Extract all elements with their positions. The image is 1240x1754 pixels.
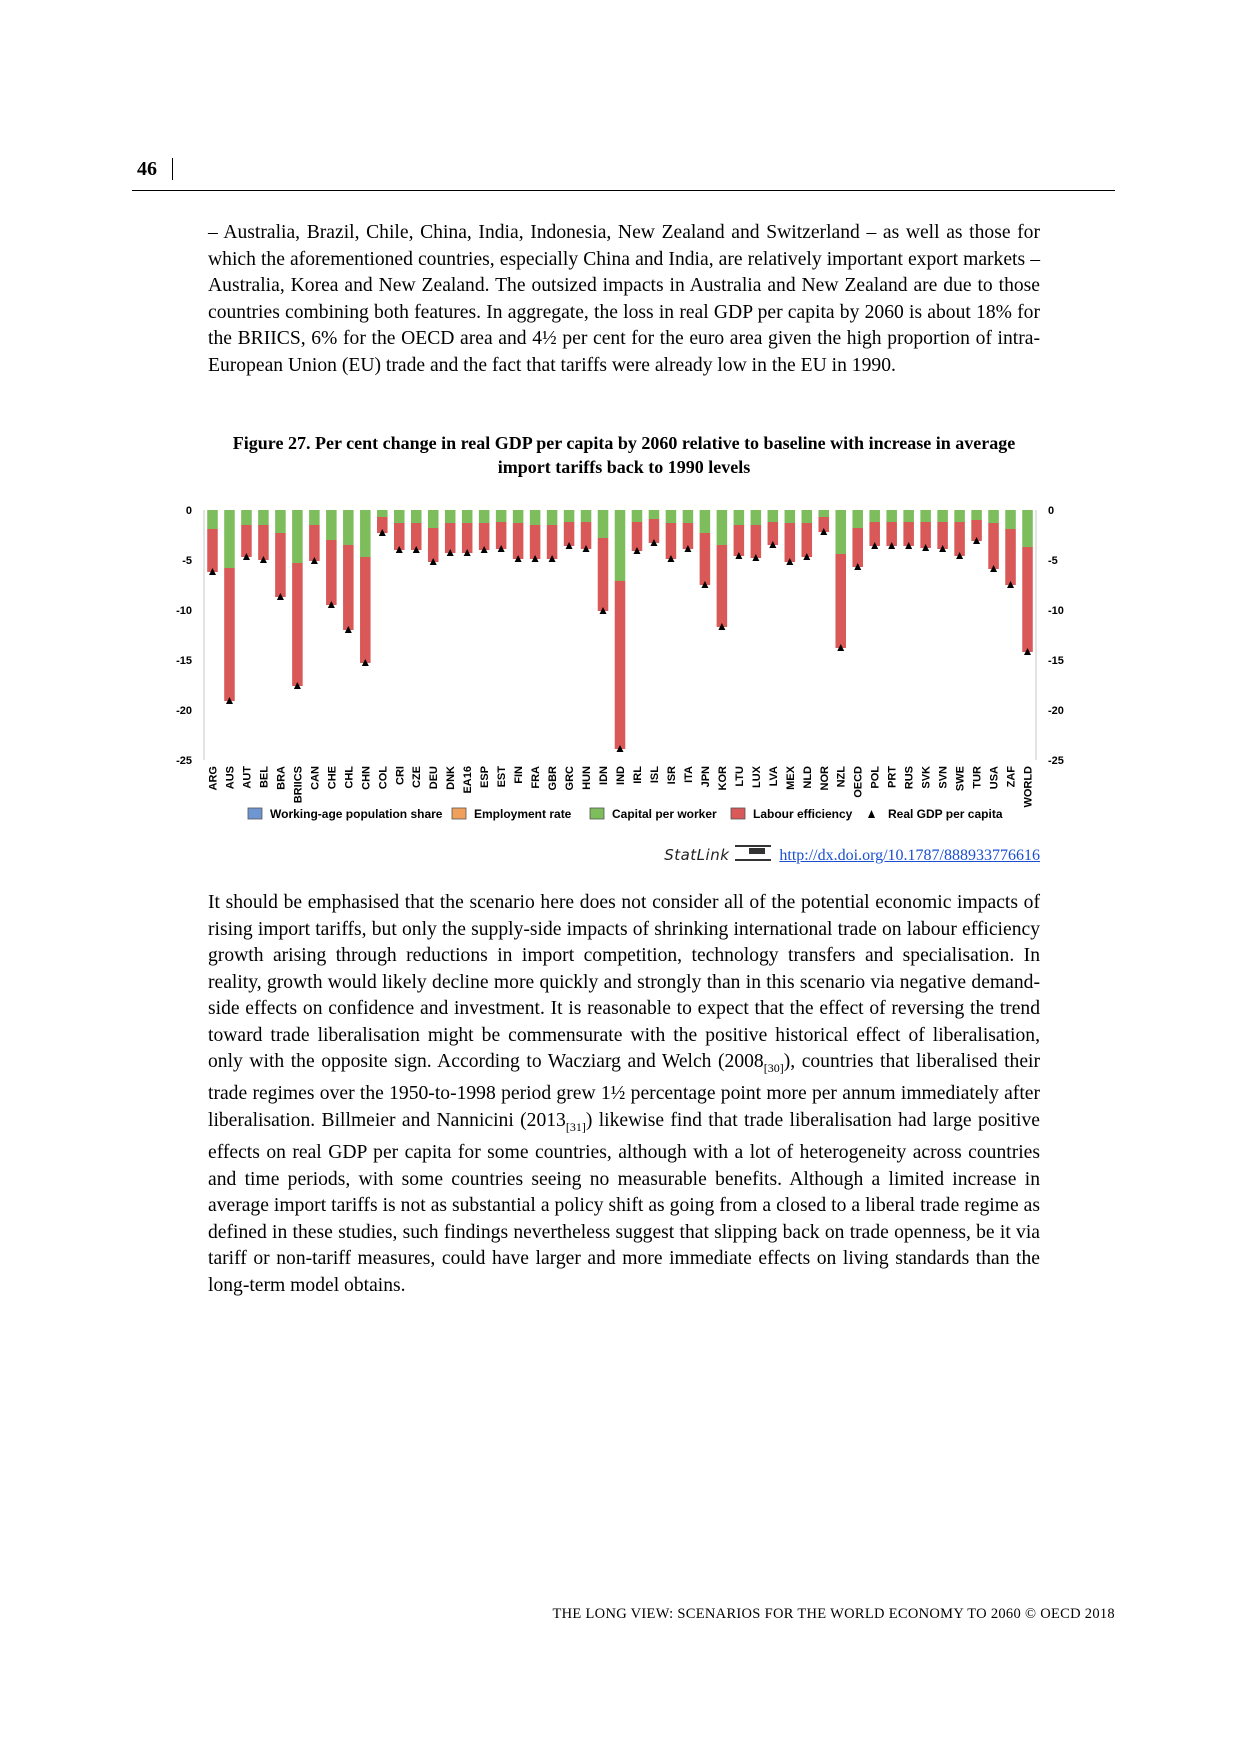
x-tick-label-CAN: CAN [309,766,322,790]
x-tick-label-FRA: FRA [530,766,543,789]
y-tick-label-right: -20 [1048,705,1064,717]
x-tick-label-SVN: SVN [937,766,950,789]
legend-swatch-1 [452,808,466,819]
x-tick-label-SVK: SVK [920,766,933,789]
x-tick-label-BRA: BRA [275,766,288,790]
marker-gdp-KOR [718,623,725,630]
paragraph-1: – Australia, Brazil, Chile, China, India, Indonesia, New Zealand and Switzerland – as well as those for which the aforementioned countries, especially China and India, are relatively important export markets – Australia, Korea and New Zealand. The outsized impacts in Australia and New Zealand are due to those countries combining both features. In aggregate, the loss in real GDP per capita by 2060 is about 18% for the BRIICS, 6% for the OECD area and 4½ per cent for the euro area given the high proportion of intra-European Union (EU) trade and the fact that tariffs were already low in the EU in 1990. [208,222,1040,376]
bar-labour-FRA [530,525,541,559]
marker-gdp-CZE [413,546,420,553]
statlink [577,845,1040,869]
statlink-logo: StatLink [664,846,730,864]
x-tick-label-ISR: ISR [665,766,678,785]
page-number: 46 [137,158,157,180]
x-tick-label-PRT: PRT [886,766,899,788]
bar-labour-ESP [479,523,490,550]
marker-gdp-AUS [226,697,233,704]
y-tick-label-right: -15 [1048,655,1064,667]
marker-gdp-AUT [243,553,250,560]
bar-labour-LVA [768,522,779,545]
bar-labour-GRC [564,522,575,546]
x-tick-label-ITA: ITA [682,766,695,783]
statlink-url[interactable]: http://dx.doi.org/10.1787/888933776616 [779,847,1040,864]
bar-labour-DNK [445,523,456,553]
marker-gdp-OECD [854,563,861,570]
marker-gdp-IRL [633,547,640,554]
bar-labour-KOR [717,545,728,627]
paragraph-2 [208,890,1040,1299]
marker-gdp-EA16 [464,549,471,556]
bar-capital-ESP [479,510,490,523]
paragraph-2-part-1: It should be emphasised that the scenario here does not consider all of the potential economic impacts of rising import tariffs, but only the supply-side impacts of shrinking international trade on labour efficiency growth arising through reductions in import competition, technology transfers and specialisation. In reality, growth would likely decline more quickly and strongly than in this scenario via negative demand-side effects on confidence and investment. It is reasonable to expect that the effect of reversing the trend toward trade liberalisation might be commensurate with the positive historical effect of liberalisation, only with the opposite sign. According to Wacziarg and Welch (2008 [208,892,1040,1072]
bar-labour-IND [615,581,626,749]
bar-labour-BRIICS [292,563,303,686]
x-tick-label-POL: POL [869,766,882,789]
bar-capital-ISR [666,510,677,523]
page-header [132,158,1115,191]
bar-labour-NOR [818,517,829,532]
legend-label-1: Employment rate [474,807,572,821]
bar-capital-DNK [445,510,456,523]
bar-capital-FIN [513,510,524,523]
marker-gdp-DEU [430,558,437,565]
marker-gdp-JPN [701,581,708,588]
bar-labour-RUS [903,522,914,546]
bar-capital-TUR [971,510,982,520]
marker-gdp-ITA [684,545,691,552]
y-tick-label-left: 0 [185,505,192,517]
bar-labour-ITA [683,523,694,549]
x-tick-label-NZL: NZL [835,766,848,788]
paragraph-2-part-3: ) likewise find that trade liberalisation had large positive effects on real GDP per capita for some countries, although with a lot of heterogeneity across countries and time periods, with some countries seeing no measurable benefits. Although a limited increase in average import tariffs is not as substantial a policy shift as going from a closed to a liberal trade regime as defined in these studies, such findings nevertheless suggest that slipping back on trade openness, be it via tariff or non-tariff measures, could have larger and more immediate effects on living standards than the long-term model obtains. [208,1109,1040,1296]
bar-labour-IRL [632,522,643,551]
marker-gdp-BEL [260,556,267,563]
marker-gdp-ARG [209,568,216,575]
bar-labour-CHE [326,540,337,605]
marker-gdp-ISR [667,555,674,562]
legend-swatch-0 [248,808,262,819]
x-tick-label-EA16: EA16 [462,766,475,794]
bar-capital-GBR [547,510,558,525]
bar-labour-CHN [360,557,371,663]
bar-labour-GBR [547,525,558,559]
marker-gdp-ZAF [1007,581,1014,588]
bar-labour-NLD [802,523,813,557]
bar-labour-CRI [394,523,405,550]
marker-gdp-BRIICS [294,682,301,689]
marker-gdp-LVA [769,541,776,548]
x-tick-label-AUS: AUS [224,766,237,790]
bar-labour-ISL [649,519,660,543]
marker-gdp-IND [617,745,624,752]
bar-labour-JPN [700,533,711,585]
bar-capital-CRI [394,510,405,523]
header-divider [172,158,173,180]
reference-31[interactable]: [31] [565,1119,586,1134]
bar-labour-HUN [581,522,592,549]
x-tick-label-COL: COL [377,766,390,790]
bar-labour-SWE [954,522,965,556]
y-tick-label-left: -10 [176,605,192,617]
bar-capital-NLD [802,510,813,523]
legend-swatch-3 [731,808,745,819]
marker-gdp-USA [990,565,997,572]
bar-capital-IND [615,510,626,581]
x-tick-label-HUN: HUN [581,766,594,790]
bar-labour-SVN [937,522,948,549]
bar-capital-IDN [598,510,609,538]
legend-label-0: Working-age population share [270,807,443,821]
bar-capital-GRC [564,510,575,522]
bar-capital-POL [869,510,880,522]
bar-capital-LVA [768,510,779,522]
bar-labour-POL [869,522,880,546]
x-tick-label-CHN: CHN [360,766,373,790]
marker-gdp-NOR [820,528,827,535]
legend-label-2: Capital per worker [612,807,717,821]
x-tick-label-DEU: DEU [428,766,441,790]
y-tick-label-left: -5 [182,555,192,567]
x-tick-label-TUR: TUR [971,766,984,789]
bar-capital-HUN [581,510,592,522]
marker-gdp-HUN [583,545,590,552]
bar-capital-EA16 [462,510,473,523]
bar-labour-ARG [207,529,218,572]
bar-labour-CHL [343,545,354,630]
bar-labour-MEX [785,523,796,562]
x-tick-label-ZAF: ZAF [1005,766,1018,788]
marker-gdp-MEX [786,558,793,565]
reference-30[interactable]: [30] [763,1060,784,1075]
y-tick-label-right: 0 [1048,505,1055,517]
bar-capital-CHN [360,510,371,557]
marker-gdp-RUS [905,542,912,549]
bar-labour-LUX [751,525,762,558]
marker-gdp-CHE [328,601,335,608]
bar-labour-FIN [513,523,524,559]
marker-gdp-LTU [735,552,742,559]
bar-capital-AUT [241,510,252,525]
marker-gdp-BRA [277,593,284,600]
bar-capital-USA [988,510,999,523]
bar-labour-AUS [224,568,235,701]
marker-gdp-NZL [837,644,844,651]
bar-capital-CHL [343,510,354,545]
figure-title: Figure 27. Per cent change in real GDP per capita by 2060 relative to baseline with increase in average import tariffs back to 1990 levels [232,433,1016,477]
marker-gdp-GBR [549,555,556,562]
legend-swatch-2 [590,808,604,819]
bar-capital-BEL [258,510,269,525]
y-tick-label-right: -25 [1048,755,1064,767]
bar-capital-ZAF [1005,510,1016,529]
x-tick-label-IND: IND [615,766,627,785]
bar-capital-JPN [700,510,711,533]
legend-label-3: Labour efficiency [753,807,853,821]
marker-gdp-CAN [311,557,318,564]
marker-gdp-COL [379,529,386,536]
x-tick-label-GBR: GBR [547,766,560,791]
bar-capital-AUS [224,510,235,568]
legend-swatch-4 [868,810,875,818]
marker-gdp-FIN [515,555,522,562]
paragraph-2-part-2: ), countries that liberalised their trade regimes over the 1950-to-1998 period grew 1½ percentage point more per annum immediately after liberalisation. Billmeier and Nannicini (2013 [208,1051,1041,1131]
y-tick-label-left: -20 [176,705,192,717]
x-tick-label-IDN: IDN [598,766,611,785]
bar-labour-TUR [971,520,982,541]
x-tick-label-CZE: CZE [411,766,424,788]
marker-gdp-LUX [752,554,759,561]
bar-labour-IDN [598,538,609,611]
bar-labour-EST [496,522,507,549]
x-tick-label-EST: EST [496,766,509,788]
x-tick-label-LTU: LTU [733,766,746,787]
x-tick-label-MEX: MEX [784,766,797,790]
bar-labour-CZE [411,523,422,550]
marker-gdp-CHN [362,659,369,666]
x-tick-label-FIN: FIN [513,766,526,784]
marker-gdp-POL [871,542,878,549]
bar-capital-PRT [886,510,897,522]
figure-27-chart [0,0,1240,840]
x-tick-label-ESP: ESP [479,766,492,789]
x-tick-label-CHL: CHL [343,766,356,789]
bar-capital-FRA [530,510,541,525]
bar-capital-KOR [717,510,728,545]
marker-gdp-DNK [447,549,454,556]
marker-gdp-ISL [650,539,657,546]
bar-capital-IRL [632,510,643,522]
bar-labour-PRT [886,522,897,546]
bar-labour-OECD [852,528,863,567]
marker-gdp-ESP [481,546,488,553]
bar-capital-SVK [920,510,931,522]
bar-capital-CHE [326,510,337,540]
marker-gdp-GRC [566,542,573,549]
bar-capital-EST [496,510,507,522]
marker-gdp-FRA [532,555,539,562]
bar-labour-USA [988,523,999,569]
bar-capital-NZL [835,510,846,554]
bar-capital-CZE [411,510,422,523]
bar-labour-BRA [275,533,286,597]
bar-capital-CAN [309,510,320,525]
marker-gdp-NLD [803,553,810,560]
y-tick-label-left: -25 [176,755,192,767]
x-tick-label-GRC: GRC [564,766,577,791]
x-tick-label-SWE: SWE [954,766,967,792]
marker-gdp-SWE [956,552,963,559]
x-tick-label-KOR: KOR [716,766,729,791]
y-tick-label-right: -10 [1048,605,1064,617]
page-footer: THE LONG VIEW: SCENARIOS FOR THE WORLD ECONOMY TO 2060 © OECD 2018 [552,1606,1115,1622]
x-tick-label-NLD: NLD [801,766,814,789]
marker-gdp-CHL [345,626,352,633]
legend-label-4: Real GDP per capita [888,807,1003,821]
bar-capital-LTU [734,510,745,525]
bar-labour-ZAF [1005,529,1016,585]
x-tick-label-BRIICS: BRIICS [292,766,305,804]
bar-capital-BRIICS [292,510,303,563]
x-tick-label-BEL: BEL [258,766,271,788]
x-tick-label-ARG: ARG [207,766,220,791]
x-tick-label-USA: USA [988,766,1001,790]
marker-gdp-WORLD [1024,648,1031,655]
bar-capital-RUS [903,510,914,522]
marker-gdp-SVK [922,544,929,551]
bar-capital-OECD [852,510,863,528]
bar-capital-SVN [937,510,948,522]
x-tick-label-AUT: AUT [241,766,254,789]
x-tick-label-ISL: ISL [648,766,661,784]
x-tick-label-RUS: RUS [903,766,916,790]
x-tick-label-WORLD: WORLD [1022,766,1035,808]
bar-labour-AUT [241,525,252,557]
bar-capital-MEX [785,510,796,523]
x-tick-label-CHE: CHE [326,766,339,790]
x-tick-label-LVA: LVA [767,766,780,787]
x-tick-label-CRI: CRI [394,766,407,785]
bar-capital-DEU [428,510,439,528]
bar-capital-SWE [954,510,965,522]
bar-capital-COL [377,510,388,517]
bar-capital-ARG [207,510,218,529]
marker-gdp-IDN [600,607,607,614]
x-tick-label-DNK: DNK [445,766,458,790]
x-tick-label-JPN: JPN [699,766,712,788]
bar-capital-BRA [275,510,286,533]
marker-gdp-PRT [888,542,895,549]
bar-labour-WORLD [1022,547,1033,652]
bar-capital-ITA [683,510,694,523]
bar-labour-BEL [258,525,269,560]
x-tick-label-LUX: LUX [750,766,763,788]
bar-labour-ISR [666,523,677,559]
marker-gdp-CRI [396,546,403,553]
marker-gdp-SVN [939,545,946,552]
x-tick-label-NOR: NOR [818,766,831,791]
bar-capital-ISL [649,510,660,519]
y-tick-label-right: -5 [1048,555,1058,567]
bar-capital-LUX [751,510,762,525]
bar-labour-EA16 [462,523,473,553]
bar-labour-NZL [835,554,846,648]
marker-gdp-TUR [973,537,980,544]
x-tick-label-IRL: IRL [631,766,644,784]
bar-capital-WORLD [1022,510,1033,547]
marker-gdp-EST [498,545,505,552]
bar-capital-NOR [818,510,829,517]
statlink-icon [735,845,771,861]
bar-labour-CAN [309,525,320,561]
bar-labour-COL [377,517,388,533]
bar-labour-LTU [734,525,745,556]
bar-labour-DEU [428,528,439,562]
y-tick-label-left: -15 [176,655,192,667]
x-tick-label-OECD: OECD [852,766,865,798]
bar-labour-SVK [920,522,931,548]
